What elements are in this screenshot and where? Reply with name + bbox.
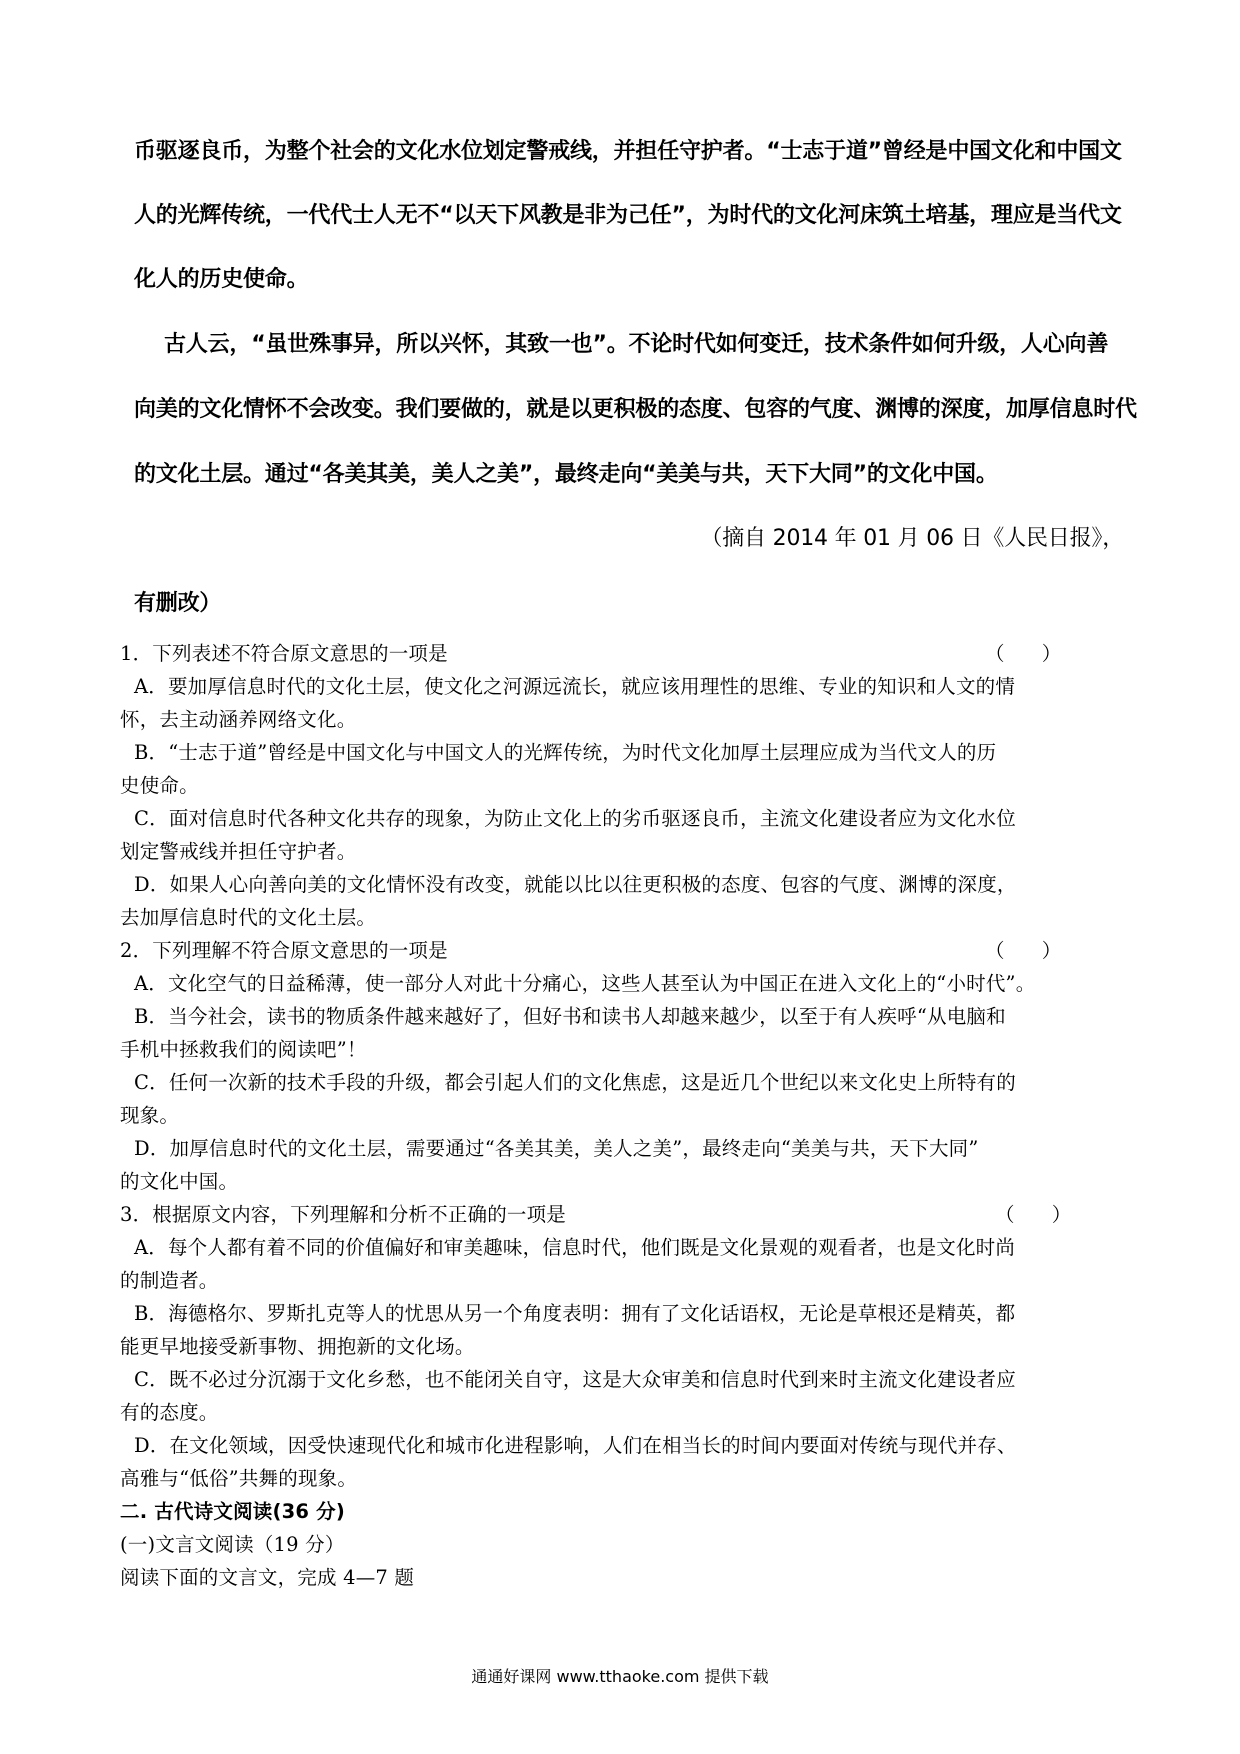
- question-3-stem: 3．根据原文内容，下列理解和分析不正确的一项是: [120, 1203, 567, 1226]
- q3-option-c: C．既不必过分沉溺于文化乡愁，也不能闭关自守，这是大众审美和信息时代到来时主流文化建设者应: [134, 1368, 1016, 1391]
- source-citation: （摘自 2014 年 01 月 06 日《人民日报》，: [700, 526, 1124, 551]
- q2-option-c: C．任何一次新的技术手段的升级，都会引起人们的文化焦虑，这是近几个世纪以来文化史上所特有的: [134, 1071, 1016, 1094]
- source-citation-cont: 有删改）: [134, 591, 222, 616]
- q1-option-c-cont: 划定警戒线并担任守护者。: [120, 840, 357, 863]
- answer-paren: （ ）: [995, 1203, 1072, 1226]
- q1-option-b-cont: 史使命。: [120, 774, 199, 797]
- section-2-instruction: 阅读下面的文言文，完成 4—7 题: [120, 1566, 415, 1589]
- section-2-subtitle: (一)文言文阅读（19 分）: [120, 1533, 345, 1556]
- page-footer: 通通好课网 www.tthaoke.com 提供下载: [471, 1667, 769, 1686]
- q1-option-b: B．“士志于道”曾经是中国文化与中国文人的光辉传统，为时代文化加厚土层理应成为当代文人的历: [134, 741, 997, 764]
- q2-option-c-cont: 现象。: [120, 1104, 180, 1127]
- q3-option-b: B．海德格尔、罗斯扎克等人的忧思从另一个角度表明：拥有了文化话语权，无论是草根还是精英，都: [134, 1302, 1016, 1325]
- q1-option-d: D．如果人心向善向美的文化情怀没有改变，就能以比以往更积极的态度、包容的气度、渊博的深度，: [134, 873, 1017, 896]
- q3-option-d-cont: 高雅与“低俗”共舞的现象。: [120, 1467, 358, 1490]
- q2-option-a: A．文化空气的日益稀薄，使一部分人对此十分痛心，这些人甚至认为中国正在进入文化上的“小时代”。: [134, 972, 1036, 995]
- q1-option-a-cont: 怀，去主动涵养网络文化。: [120, 708, 357, 731]
- q2-option-b: B．当今社会，读书的物质条件越来越好了，但好书和读书人却越来越少，以至于有人疾呼“从电脑和: [134, 1005, 1006, 1028]
- passage-line: 化人的历史使命。: [134, 267, 309, 292]
- q1-option-c: C．面对信息时代各种文化共存的现象，为防止文化上的劣币驱逐良币，主流文化建设者应为文化水位: [134, 807, 1016, 830]
- q1-option-d-cont: 去加厚信息时代的文化土层。: [120, 906, 377, 929]
- q3-option-a-cont: 的制造者。: [120, 1269, 219, 1292]
- passage-line: 币驱逐良币，为整个社会的文化水位划定警戒线，并担任守护者。“士志于道”曾经是中国文化和中国文: [134, 139, 1122, 164]
- answer-paren: （ ）: [985, 939, 1062, 962]
- answer-paren: （ ）: [985, 642, 1062, 665]
- question-2-stem: 2．下列理解不符合原文意思的一项是: [120, 939, 448, 962]
- q2-option-d: D．加厚信息时代的文化土层，需要通过“各美其美，美人之美”，最终走向“美美与共，天下大同”: [134, 1137, 979, 1160]
- q1-option-a: A．要加厚信息时代的文化土层，使文化之河源远流长，就应该用理性的思维、专业的知识和人文的情: [134, 675, 1016, 698]
- q2-option-d-cont: 的文化中国。: [120, 1170, 239, 1193]
- q3-option-c-cont: 有的态度。: [120, 1401, 219, 1424]
- passage-line: 的文化土层。通过“各美其美，美人之美”，最终走向“美美与共，天下大同”的文化中国。: [134, 462, 998, 487]
- passage-line: 古人云，“虽世殊事异，所以兴怀，其致一也”。不论时代如何变迁，技术条件如何升级，人心向善: [164, 332, 1109, 357]
- section-2-title: 二. 古代诗文阅读(36 分): [120, 1500, 345, 1523]
- passage-line: 向美的文化情怀不会改变。我们要做的，就是以更积极的态度、包容的气度、渊博的深度，加厚信息时代: [134, 397, 1137, 422]
- q3-option-b-cont: 能更早地接受新事物、拥抱新的文化场。: [120, 1335, 475, 1358]
- q2-option-b-cont: 手机中拯救我们的阅读吧”！: [120, 1038, 367, 1061]
- question-1-stem: 1．下列表述不符合原文意思的一项是: [120, 642, 448, 665]
- q3-option-a: A．每个人都有着不同的价值偏好和审美趣味，信息时代，他们既是文化景观的观看者，也是文化时尚: [134, 1236, 1016, 1259]
- q3-option-d: D．在文化领域，因受快速现代化和城市化进程影响，人们在相当长的时间内要面对传统与现代并存、: [134, 1434, 1017, 1457]
- passage-line: 人的光辉传统，一代代士人无不“以天下风教是非为己任”，为时代的文化河床筑土培基，理应是当代文: [134, 203, 1122, 228]
